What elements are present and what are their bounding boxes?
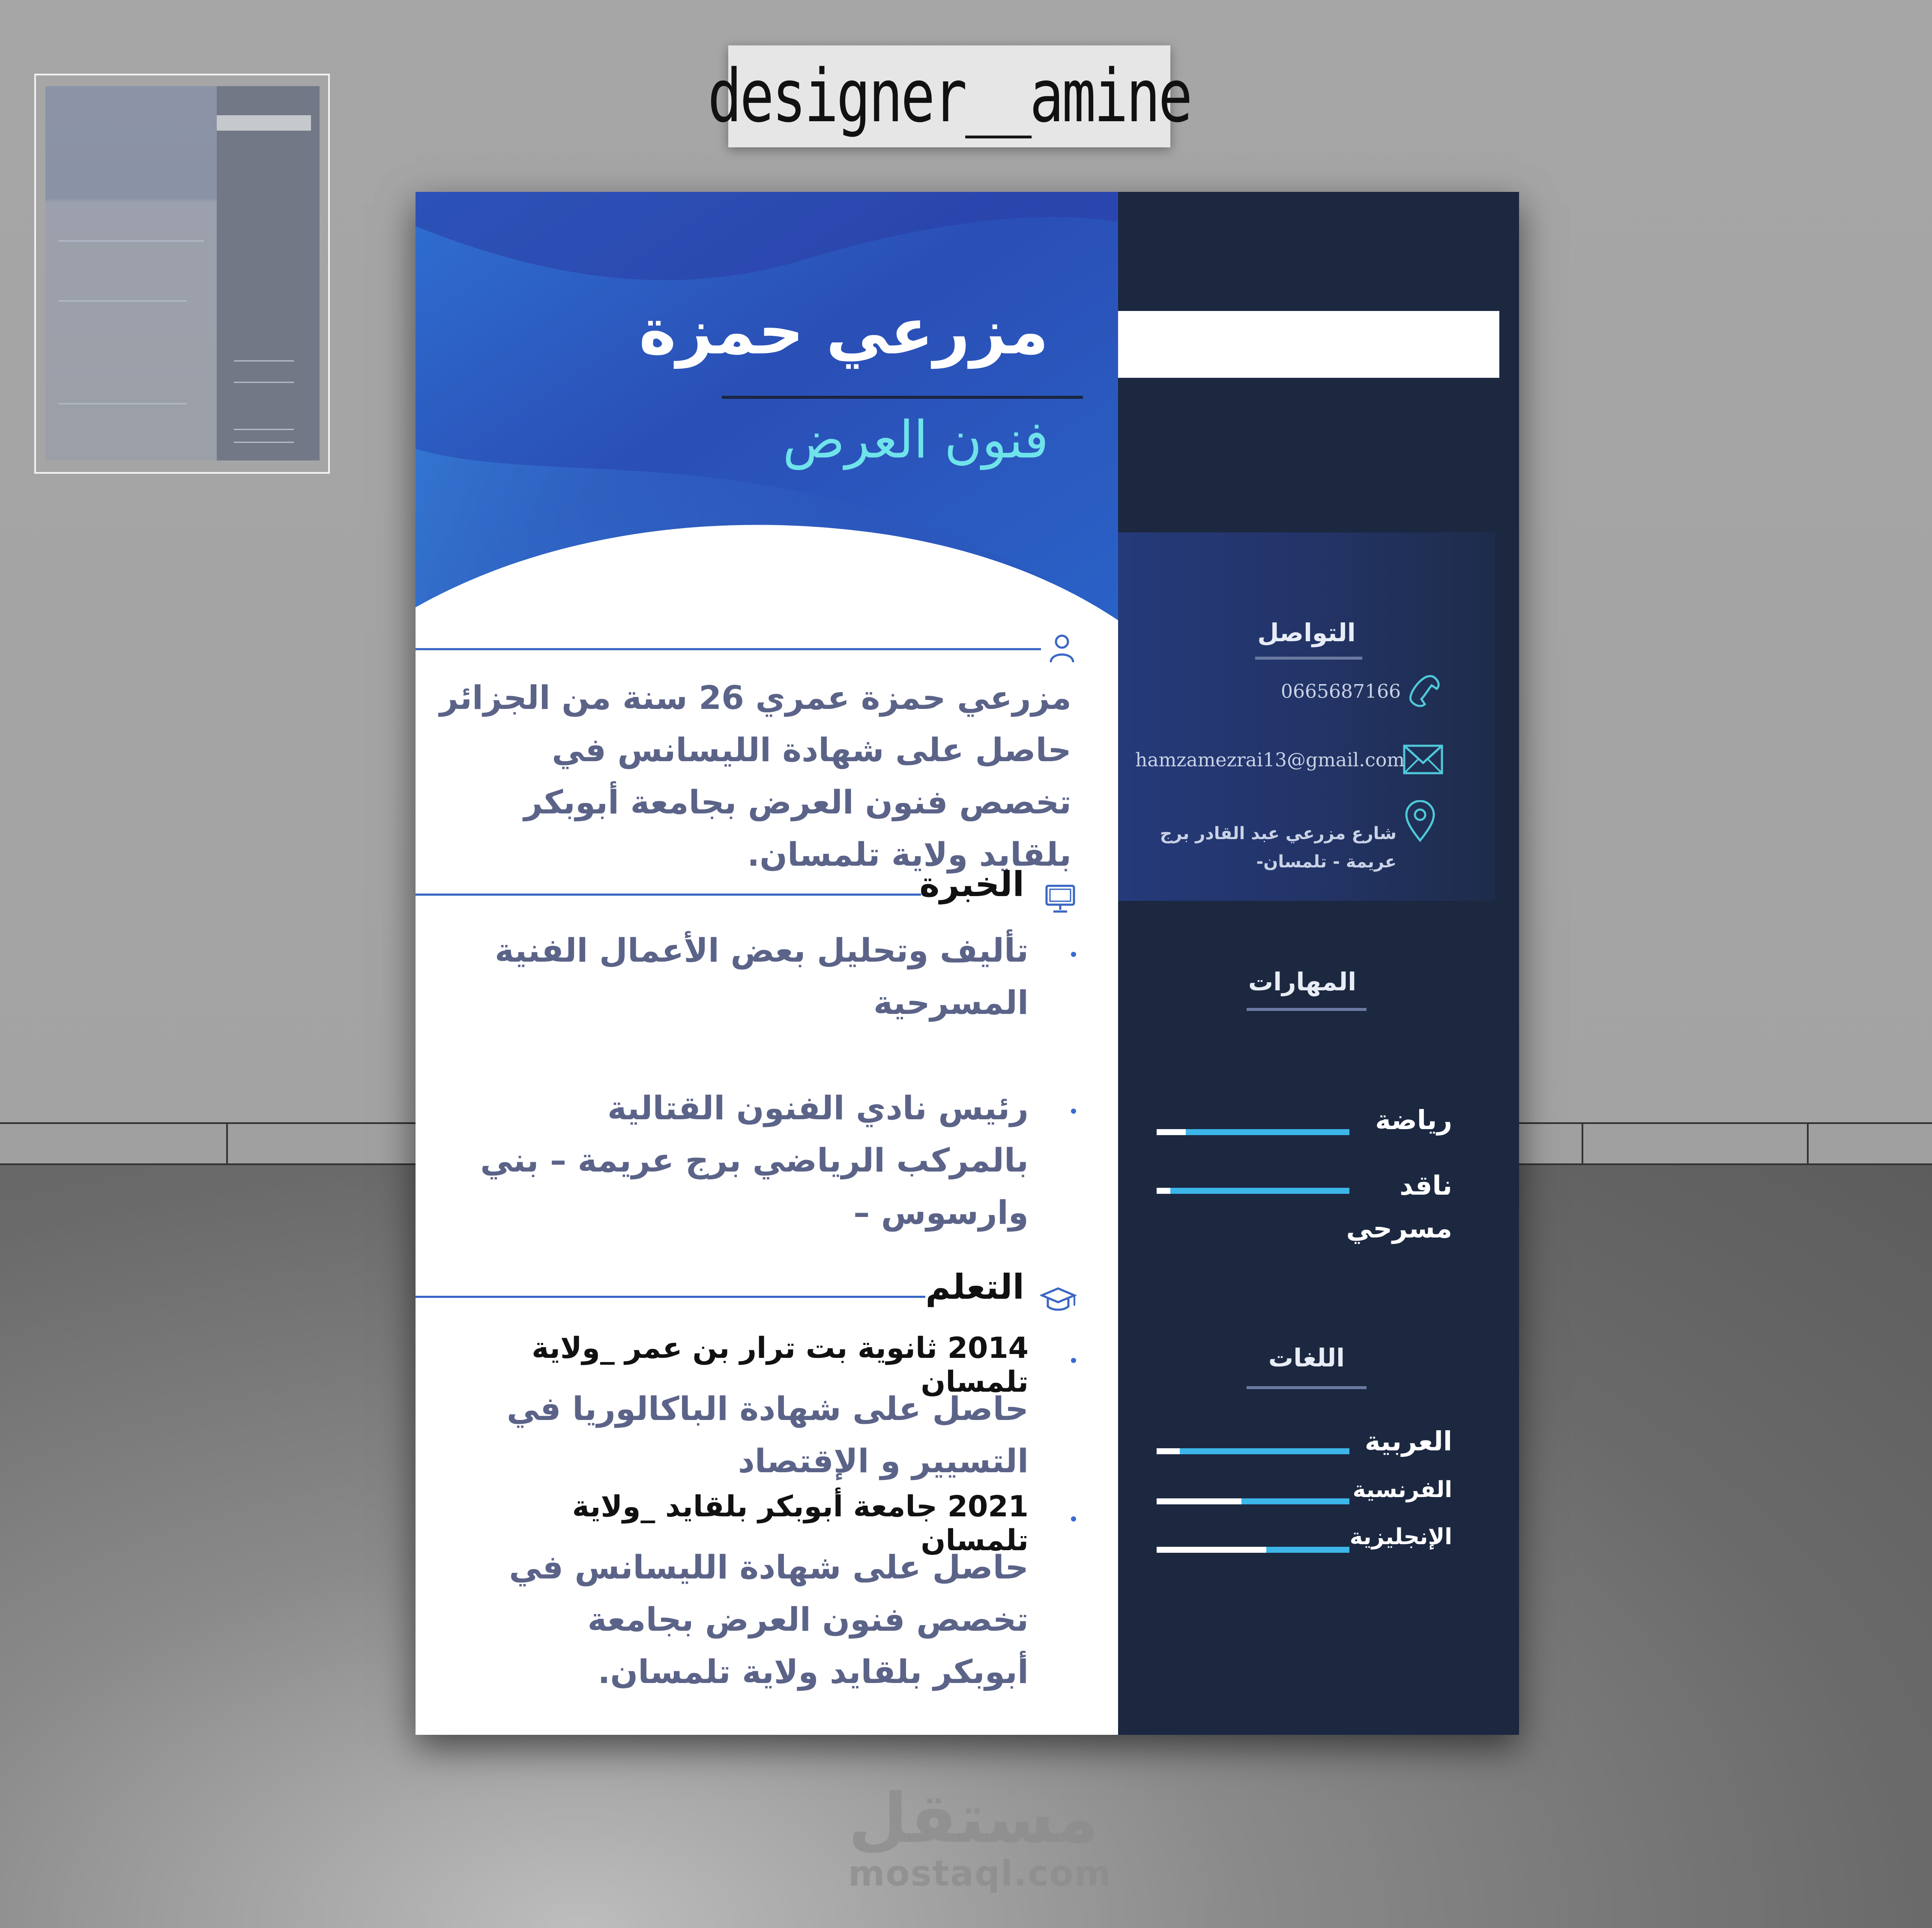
- contact-title-underline: [1255, 657, 1362, 660]
- thumbnail-preview: [34, 74, 330, 474]
- bullet: [1071, 1516, 1076, 1521]
- designer-tag: [708, 45, 1191, 147]
- thumbnail-sidebar: [217, 86, 320, 460]
- watermark-english: mostaql.com: [848, 1853, 1112, 1894]
- education-body: حاصل على شهادة الباكالوريا في التسيير و الإقتصاد: [506, 1390, 1029, 1480]
- user-icon: [1048, 633, 1076, 664]
- thumbnail-line: [234, 382, 294, 383]
- thumbnail-line: [234, 360, 294, 362]
- education-divider: [416, 1296, 925, 1298]
- skill-bar-fill: [1157, 1188, 1170, 1194]
- experience-item: تأليف وتحليل بعض الأعمال الفنية المسرحية: [495, 931, 1029, 1022]
- experience-divider: [416, 894, 921, 896]
- education-title: التعلم: [925, 1267, 1024, 1307]
- experience-item: رئيس نادي الفنون القتالية بالمركب الرياضي برج عريمة – بني وارسوس –: [480, 1089, 1029, 1232]
- designer-tag-text: designer__amine: [708, 54, 1191, 139]
- contact-title: التواصل: [1257, 618, 1356, 647]
- skill-label: ناقد مسرحي: [1346, 1170, 1452, 1244]
- thumbnail-line: [58, 403, 187, 404]
- profile-divider: [416, 648, 1041, 650]
- cv-page: [416, 192, 1519, 1735]
- thumbnail-line: [58, 300, 187, 302]
- education-head: 2014 ثانوية بت ترار بن عمر _ولاية تلمسان: [532, 1331, 1029, 1399]
- thumbnail-line: [234, 442, 294, 443]
- candidate-field: فنون العرض: [783, 410, 1049, 470]
- bullet: [1071, 1109, 1076, 1114]
- languages-title-underline: [1247, 1386, 1367, 1389]
- language-label: الإنجليزية: [1349, 1524, 1452, 1550]
- contact-phone: 0665687166: [1281, 681, 1401, 702]
- skill-bar: [1157, 1129, 1349, 1135]
- bullet: [1071, 952, 1076, 957]
- phone-icon: [1401, 672, 1444, 714]
- language-bar: [1157, 1547, 1349, 1553]
- education-head: 2021 جامعة أبوبكر بلقايد _ولاية تلمسان: [572, 1490, 1029, 1557]
- profile-text: مزرعي حمزة عمري 26 سنة من الجزائر حاصل على شهادة الليسانس في تخصص فنون العرض بجامعة أبوبكر بلقايد ولاية تلمسان.: [440, 679, 1071, 873]
- map-pin-icon: [1403, 800, 1437, 843]
- candidate-name: مزرعي حمزة: [639, 295, 1049, 368]
- skill-bar: [1157, 1188, 1349, 1194]
- envelope-icon: [1402, 742, 1445, 777]
- monitor-icon: [1043, 882, 1077, 916]
- skill-bar-fill: [1157, 1129, 1186, 1135]
- thumbnail-line: [58, 240, 204, 242]
- contact-panel: [1118, 532, 1495, 901]
- language-bar: [1157, 1448, 1349, 1454]
- contact-address: شارع مزرعي عبد القادر برج عريمة - تلمسان-: [1160, 824, 1397, 872]
- thumbnail-cv: [45, 86, 320, 460]
- sidebar: [1118, 192, 1519, 1735]
- experience-title: الخبرة: [919, 864, 1024, 904]
- skills-title-underline: [1247, 1008, 1367, 1011]
- graduation-cap-icon: [1040, 1284, 1077, 1315]
- rail-divider: [1807, 1124, 1809, 1163]
- rail-divider: [226, 1124, 228, 1163]
- name-underline: [722, 396, 1083, 399]
- watermark-arabic: مستقل: [848, 1778, 1099, 1858]
- thumbnail-line: [234, 429, 294, 430]
- languages-title: اللغات: [1268, 1343, 1345, 1372]
- language-bar-fill: [1157, 1448, 1180, 1454]
- thumbnail-name-bar: [217, 115, 311, 131]
- language-label: الفرنسية: [1352, 1477, 1452, 1503]
- rail-divider: [1582, 1124, 1583, 1163]
- mostaql-watermark: [848, 1778, 1112, 1894]
- education-body: حاصل على شهادة الليسانس في تخصص فنون العرض بجامعة أبوبكر بلقايد ولاية تلمسان.: [509, 1548, 1029, 1691]
- bullet: [1071, 1358, 1076, 1363]
- language-bar-fill: [1157, 1547, 1266, 1553]
- skills-title: المهارات: [1248, 967, 1357, 996]
- skill-label: رياضة: [1375, 1104, 1452, 1136]
- language-label: العربية: [1364, 1426, 1452, 1457]
- language-bar: [1157, 1498, 1349, 1504]
- name-bar: [1118, 311, 1499, 378]
- language-bar-fill: [1157, 1498, 1241, 1504]
- contact-email: hamzamezrai13@gmail.com: [1135, 749, 1405, 771]
